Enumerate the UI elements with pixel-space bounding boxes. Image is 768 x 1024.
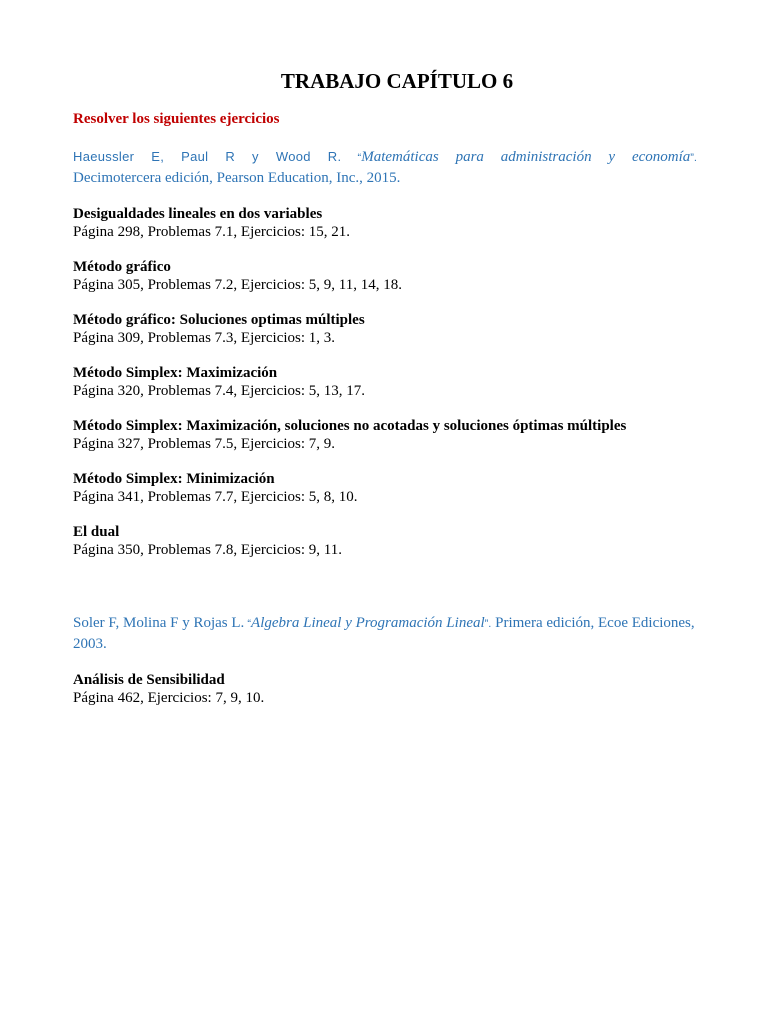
reference-haeussler-line	[73, 147, 697, 168]
reference-authors: Soler F, Molina F y Rojas L.	[73, 615, 245, 631]
instruction-text: Resolver los siguientes ejercicios	[73, 111, 280, 127]
section-text: Página 327, Problemas 7.5, Ejercicios: 7, 9.	[73, 436, 336, 452]
section-heading: Método gráfico	[73, 259, 171, 275]
reference-haeussler	[73, 147, 697, 188]
exercise-section	[73, 258, 697, 294]
reference-details: Primera edición, Ecoe Ediciones, 2003.	[73, 615, 695, 652]
section-heading: Análisis de Sensibilidad	[73, 672, 225, 688]
section-text: Página 298, Problemas 7.1, Ejercicios: 15, 21.	[73, 224, 351, 240]
section-heading: El dual	[73, 524, 120, 540]
exercise-section	[73, 364, 697, 400]
reference-book-title: Matemáticas para administración y economía	[361, 149, 691, 165]
section-text: Página 320, Problemas 7.4, Ejercicios: 5, 13, 17.	[73, 383, 366, 399]
section-heading: Método gráfico: Soluciones optimas múltiples	[73, 312, 365, 328]
exercise-section	[73, 205, 697, 241]
section-text: Página 341, Problemas 7.7, Ejercicios: 5, 8, 10.	[73, 489, 358, 505]
exercise-section	[73, 311, 697, 347]
exercise-section	[73, 523, 697, 559]
open-quote: “	[244, 618, 252, 630]
exercise-section	[73, 470, 697, 506]
reference-authors: Haeussler E, Paul R y Wood R.	[73, 149, 342, 164]
section-heading: Método Simplex: Maximización	[73, 365, 278, 381]
section-heading: Método Simplex: Maximización, soluciones no acotadas y soluciones óptimas múltiples	[73, 418, 627, 434]
reference-soler	[73, 613, 697, 654]
reference-details: Decimotercera edición, Pearson Education, Inc., 2015.	[73, 170, 401, 186]
section-text: Página 305, Problemas 7.2, Ejercicios: 5, 9, 11, 14, 18.	[73, 277, 402, 293]
exercise-section	[73, 417, 697, 453]
close-quote: ”.	[484, 618, 492, 630]
reference-book-title: Algebra Lineal y Programación Lineal	[251, 615, 485, 631]
section-heading: Desigualdades lineales en dos variables	[73, 206, 323, 222]
close-quote: ”.	[690, 152, 697, 164]
page-title: TRABAJO CAPÍTULO 6	[280, 69, 514, 93]
exercise-list-2	[73, 671, 697, 707]
section-text: Página 462, Ejercicios: 7, 9, 10.	[73, 690, 265, 706]
section-text: Página 350, Problemas 7.8, Ejercicios: 9, 11.	[73, 542, 342, 558]
exercise-list-1	[73, 205, 697, 559]
open-quote: “	[341, 152, 362, 164]
section-heading: Método Simplex: Minimización	[73, 471, 275, 487]
section-text: Página 309, Problemas 7.3, Ejercicios: 1, 3.	[73, 330, 336, 346]
document-page	[73, 66, 697, 707]
exercise-section	[73, 671, 697, 707]
